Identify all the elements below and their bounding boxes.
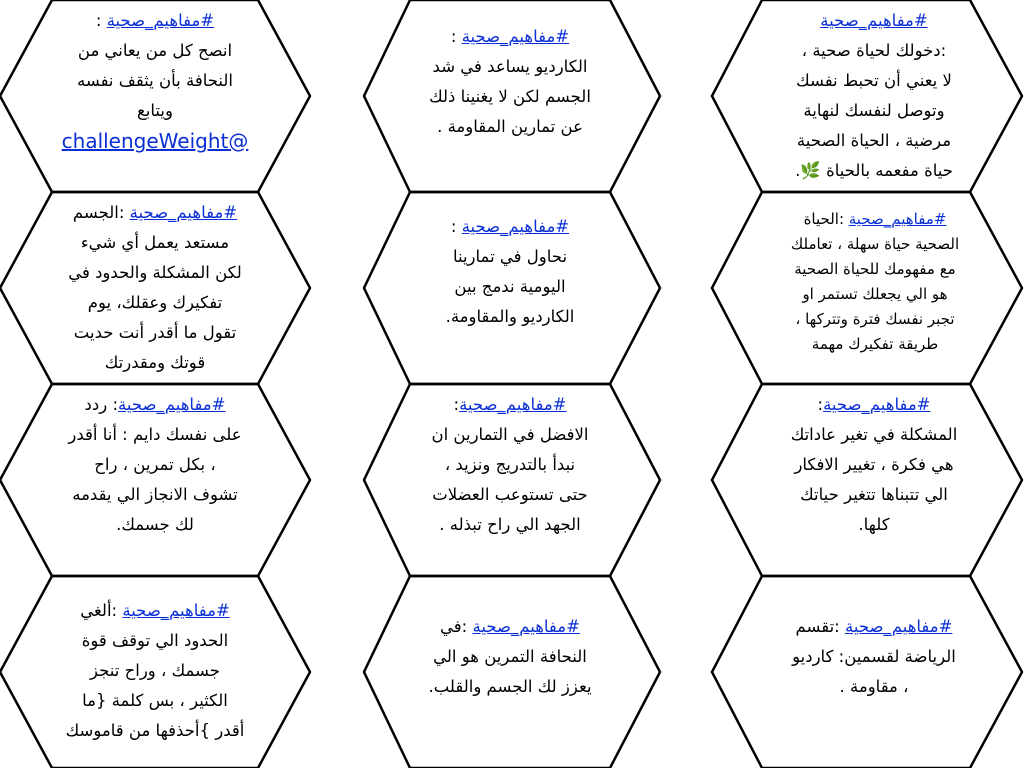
card-heading-line xyxy=(764,612,984,642)
card-text-line: طريقة تفكيرك مهمة xyxy=(811,335,939,353)
hashtag-link[interactable]: #مفاهيم_صحية xyxy=(129,203,238,222)
heading-suffix: :ألغي xyxy=(80,601,123,620)
concept-card-r1c2 xyxy=(400,22,620,142)
card-mention-line xyxy=(50,126,260,156)
hashtag-link[interactable]: #مفاهيم_صحية xyxy=(459,395,567,414)
card-text-line: الصحية حياة سهلة ، تعاملك xyxy=(790,235,960,253)
hashtag-link[interactable]: #مفاهيم_صحية xyxy=(848,210,947,228)
card-text-line: جسمك ، وراح تنجز xyxy=(90,661,220,680)
card-text-line: النحافة بأن يثقف نفسه xyxy=(77,71,233,90)
heading-suffix: : ردد xyxy=(84,395,119,414)
card-text-line: الجسم لكن لا يغنينا ذلك xyxy=(429,87,591,106)
concept-card-r2c1 xyxy=(45,198,265,378)
card-text-line: الرياضة لقسمين: كارديو xyxy=(792,647,956,666)
hashtag-link[interactable]: #مفاهيم_صحية xyxy=(122,601,230,620)
card-text-line: كلها. xyxy=(858,515,890,534)
concept-card-r2c2 xyxy=(400,212,620,332)
card-text-line: قوتك ومقدرتك xyxy=(104,353,206,372)
card-heading-line xyxy=(45,390,265,420)
card-heading-line xyxy=(752,207,998,232)
card-text-line: نبدأ بالتدريج ونزيد ، xyxy=(444,455,576,474)
concept-card-r4c1 xyxy=(45,596,265,746)
heading-suffix: :الجسم xyxy=(72,203,130,222)
card-text-line: أقدر }أحذفها من قاموسك xyxy=(65,721,245,740)
card-text-line: الكثير ، بس كلمة {ما xyxy=(82,691,228,710)
heading-suffix: : xyxy=(817,395,824,414)
card-text-line: لكن المشكلة والحدود في xyxy=(68,263,242,282)
heading-suffix: :الحياة xyxy=(803,210,849,228)
card-text-line: تجبر نفسك فترة وتتركها ، xyxy=(795,310,955,328)
heading-suffix: : xyxy=(450,217,462,236)
concept-card-r3c3 xyxy=(758,390,990,540)
hashtag-link[interactable]: #مفاهيم_صحية xyxy=(461,27,570,46)
hashtag-link[interactable]: #مفاهيم_صحية xyxy=(823,395,931,414)
card-text-line: هي فكرة ، تغيير الافكار xyxy=(794,455,954,474)
card-heading-line xyxy=(400,612,620,642)
card-text-line: الكارديو يساعد في شد xyxy=(432,57,588,76)
card-text-line: تقول ما أقدر أنت حديت xyxy=(73,323,237,342)
card-text-line: ويتابع xyxy=(137,101,173,120)
card-text-line: حياة مفعمه بالحياة 🌿. xyxy=(795,161,953,180)
concept-card-r1c3 xyxy=(764,6,984,186)
card-text-line: مرضية ، الحياة الصحية xyxy=(796,131,952,150)
mention-link[interactable]: @challengeWeight xyxy=(61,129,249,153)
hashtag-link[interactable]: #مفاهيم_صحية xyxy=(461,217,570,236)
concept-card-r3c1 xyxy=(45,390,265,540)
card-text-line: يعزز لك الجسم والقلب. xyxy=(428,677,592,696)
card-text-line: مع مفهومك للحياة الصحية xyxy=(794,260,956,278)
card-text-line: الجهد الي راح تبذله . xyxy=(439,515,581,534)
card-text-line: تفكيرك وعقلك، يوم xyxy=(87,293,223,312)
card-text-line: ، مقاومة . xyxy=(839,677,909,696)
card-text-line: لك جسمك. xyxy=(116,515,194,534)
card-text-line: تشوف الانجاز الي يقدمه xyxy=(72,485,238,504)
card-heading-line xyxy=(400,212,620,242)
heading-suffix: : xyxy=(453,395,460,414)
card-text-line: مستعد يعمل أي شيء xyxy=(80,233,230,252)
card-text-line: انصح كل من يعاني من xyxy=(77,41,233,60)
hashtag-link[interactable]: #مفاهيم_صحية xyxy=(106,11,215,30)
card-heading-line xyxy=(764,6,984,36)
heading-suffix: : xyxy=(450,27,462,46)
card-text-line: :دخولك لحياة صحية ، xyxy=(801,41,947,60)
card-heading-line xyxy=(45,596,265,626)
card-heading-line xyxy=(758,390,990,420)
card-text-line: لا يعني أن تحبط نفسك xyxy=(796,71,952,90)
hashtag-link[interactable]: #مفاهيم_صحية xyxy=(472,617,580,636)
heading-suffix: : xyxy=(95,11,107,30)
card-text-line: الحدود الي توقف قوة xyxy=(81,631,229,650)
card-text-line: عن تمارين المقاومة . xyxy=(437,117,583,136)
heading-suffix: :في xyxy=(440,617,473,636)
card-text-line: على نفسك دايم : أنا أقدر xyxy=(68,425,242,444)
card-heading-line xyxy=(394,390,626,420)
card-text-line: اليومية ندمج بين xyxy=(454,277,566,296)
card-heading-line xyxy=(45,198,265,228)
card-heading-line xyxy=(50,6,260,36)
concept-card-r3c2 xyxy=(394,390,626,540)
card-text-line: النحافة التمرين هو الي xyxy=(433,647,587,666)
concept-card-r4c2 xyxy=(400,612,620,702)
card-text-line: حتى تستوعب العضلات xyxy=(432,485,588,504)
concept-card-r1c1 xyxy=(50,6,260,156)
card-text-line: المشكلة في تغير عاداتك xyxy=(790,425,958,444)
card-text-line: الي تتبناها تتغير حياتك xyxy=(800,485,948,504)
hashtag-link[interactable]: #مفاهيم_صحية xyxy=(845,617,953,636)
card-heading-line xyxy=(400,22,620,52)
heading-suffix: :تقسم xyxy=(795,617,845,636)
card-text-line: هو الي يجعلك تستمر او xyxy=(802,285,948,303)
card-text-line: نحاول في تمارينا xyxy=(452,247,568,266)
card-text-line: وتوصل لنفسك لنهاية xyxy=(803,101,945,120)
card-text-line: الافضل في التمارين ان xyxy=(431,425,589,444)
concept-card-r4c3 xyxy=(764,612,984,702)
hashtag-link[interactable]: #مفاهيم_صحية xyxy=(820,11,928,30)
card-text-line: ، بكل تمرين ، راح xyxy=(94,455,216,474)
concept-card-r2c3 xyxy=(752,207,998,357)
card-text-line: الكارديو والمقاومة. xyxy=(445,307,575,326)
hashtag-link[interactable]: #مفاهيم_صحية xyxy=(118,395,226,414)
